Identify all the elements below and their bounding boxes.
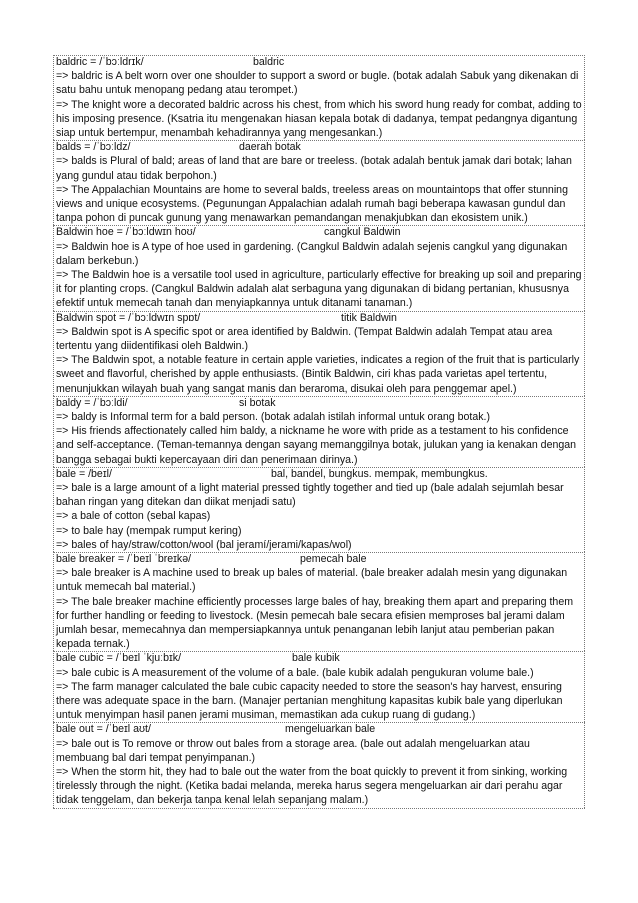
dictionary-entry (53, 552, 585, 651)
entry-word: Baldwin spot = /ˈbɔːldwɪn spɒt/ (56, 311, 201, 324)
entry-translation: titik Baldwin (341, 311, 397, 324)
entry-translation: bal, bandel, bungkus. mempak, membungkus. (271, 467, 488, 480)
entry-headword-row (53, 722, 585, 736)
entry-line: => baldy is Informal term for a bald person. (botak adalah istilah informal untuk orang botak.) (56, 411, 490, 423)
entry-line: => baldric is A belt worn over one shoulder to support a sword or bugle. (botak adalah Sabuk yang dikenakan di satu bahu untuk menopang pedang atau terompet.) (56, 70, 579, 97)
entry-line: => The knight wore a decorated baldric across his chest, from which his sword hung ready for combat, adding to his imposing presence. (Ksatria itu mengenakan hiasan kepala botak di dadanya, tempat pedangnya digantung siap untuk bertempur, menambah kehadirannya yang mengesankan.) (56, 98, 582, 139)
entry-line: => bales of hay/straw/cotton/wool (bal jeramí/jerami/kapas/wol) (56, 538, 352, 551)
entry-translation: si botak (239, 396, 276, 409)
entry-headword-row (53, 396, 585, 410)
entry-headword-row (53, 651, 585, 665)
entry-word: bale = /beɪl/ (56, 467, 112, 480)
entry-line: => bale out is To remove or throw out bales from a storage area. (bale out adalah mengeluarkan atau membuang bal dari tempat penyimpanan.) (56, 737, 530, 764)
entry-line: => bale breaker is A machine used to break up bales of material. (bale breaker adalah mesin yang digunakan untuk memecah bal material.) (56, 567, 568, 594)
entry-line: => The Appalachian Mountains are home to several balds, treeless areas on mountaintops that offer stunning views and unique ecosystems. (Pegunungan Appalachian adalah rumah bagi beberapa kawasan gundul dan tanpa pohon di puncak gunung yang menawarkan pemandangan menakjubkan dan ekosistem unik.) (56, 183, 568, 225)
entry-translation: mengeluarkan bale (285, 723, 376, 736)
entry-translation: pemecah bale (300, 553, 367, 566)
entry-word: bale out = /ˈbeɪl aʊt/ (56, 723, 151, 736)
entry-translation: cangkul Baldwin (324, 226, 401, 239)
entry-word: baldy = /ˈbɔːldi/ (56, 396, 128, 409)
entry-headword-row (53, 140, 585, 154)
entry-line: => The Baldwin spot, a notable feature in certain apple varieties, indicates a region of the fruit that is particularly sweet and flavorful, cherished by apple enthusiasts. (Bintik Baldwin, ciri khas pada varietas apel tertentu, menunjukkan wilayah buah yang sangat manis dan beraroma, disukai oleh para penggemar apel.) (56, 354, 580, 395)
dictionary-entry (53, 651, 585, 722)
entry-line: => The Baldwin hoe is a versatile tool used in agriculture, particularly effective for breaking up soil and preparing it for planting crops. (Cangkul Baldwin adalah alat serbaguna yang digunakan di bidang pertanian, khususnya efektif untuk memecah tanah dan menyiapkannya untuk ditanami tanaman.) (56, 269, 582, 310)
entry-translation: bale kubik (292, 652, 340, 665)
dictionary-entry (53, 225, 585, 310)
dictionary-entry (53, 396, 585, 467)
entry-word: Baldwin hoe = /ˈbɔːldwɪn hoʊ/ (56, 226, 196, 239)
entry-headword-row (53, 467, 585, 481)
entry-headword-row (53, 225, 585, 239)
entry-translation: daerah botak (239, 141, 301, 154)
entry-line: => bale cubic is A measurement of the volume of a bale. (bale kubik adalah pengukuran volume bale.) (56, 666, 534, 679)
entry-headword-row (53, 55, 585, 69)
entry-word: baldric = /ˈbɔːldrɪk/ (56, 56, 144, 68)
entry-line: => Baldwin spot is A specific spot or area identified by Baldwin. (Tempat Baldwin adalah Tempat atau area tertentu yang diidentifikasi oleh Baldwin.) (56, 325, 553, 352)
dictionary-entry (53, 55, 585, 140)
entry-line: => to bale hay (mempak rumput kering) (56, 524, 242, 537)
entry-headword-row (53, 311, 585, 325)
entry-line: => When the storm hit, they had to bale out the water from the boat quickly to prevent it from sinking, working tirelessly through the night. (Ketika badai melanda, mereka harus segera mengeluarkan air dari perahu agar tidak tenggelam, dan bekerja tanpa kenal lelah sepanjang malam.) (56, 766, 568, 807)
entry-line: => a bale of cotton (sebal kapas) (56, 510, 211, 523)
dictionary-document (53, 55, 585, 809)
entry-word: balds = /ˈbɔːldz/ (56, 141, 131, 154)
entry-line: => bale is a large amount of a light material pressed tightly together and tied up (bale adalah sejumlah besar bahan ringan yang ditekan dan diikat menjadi satu) (56, 482, 564, 509)
dictionary-entry (53, 140, 585, 225)
entry-line: => balds is Plural of bald; areas of land that are bare or treeless. (botak adalah bentuk jamak dari botak; lahan yang gundul atau tidak berpohon.) (56, 155, 572, 182)
entry-line: => His friends affectionately called him baldy, a nickname he wore with pride as a testament to his confidence and self-acceptance. (Teman-temannya dengan sayang memanggilnya botak, julukan yang ia kenakan dengan bangga sebagai bukti kepercayaan diri dan penerimaan dirinya.) (56, 425, 577, 466)
entry-line: => Baldwin hoe is A type of hoe used in gardening. (Cangkul Baldwin adalah sejenis cangkul yang digunakan dalam berkebun.) (56, 240, 568, 267)
entry-word: bale breaker = /ˈbeɪl ˈbreɪkə/ (56, 553, 192, 566)
entry-word: bale cubic = /ˈbeɪl ˈkjuːbɪk/ (56, 652, 182, 665)
entry-translation: baldric (253, 56, 285, 68)
dictionary-entry (53, 311, 585, 396)
entry-line: => The farm manager calculated the bale cubic capacity needed to store the season's hay harvest, ensuring there was adequate space in the barn. (Manajer pertanian menghitung kapasitas kubik bale yang diperlukan untuk menyimpan hasil panen jerami musiman, memastikan ada cukup ruang di gudang.) (56, 680, 563, 722)
dictionary-entry (53, 722, 585, 808)
entry-headword-row (53, 552, 585, 566)
entry-line: => The bale breaker machine efficiently processes large bales of hay, breaking them apart and preparing them for further handling or feeding to livestock. (Mesin pemecah bale secara efisien memproses bal jerami dalam jumlah besar, memecahnya dan mempersiapkannya untuk penanganan lebih lanjut atau pemberian pakan kepada ternak.) (56, 595, 574, 651)
dictionary-entry (53, 467, 585, 552)
